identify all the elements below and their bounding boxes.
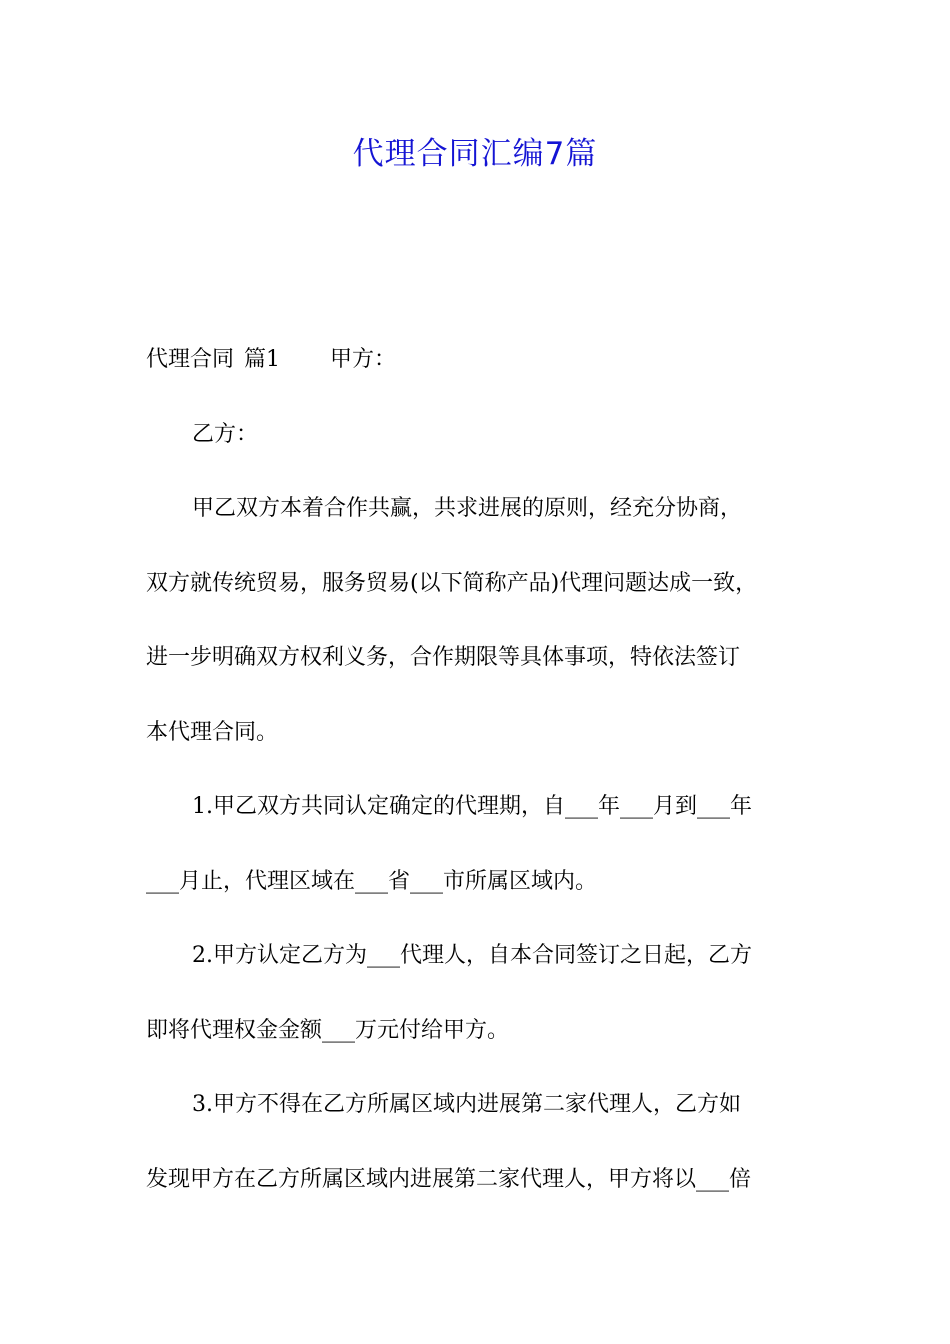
paragraph-line: 1.甲乙双方共同认定确定的代理期，自___年___月到___年 <box>192 794 752 819</box>
paragraph-line: 进一步明确双方权利义务，合作期限等具体事项，特依法签订 <box>146 645 741 670</box>
heading-party-a: 甲方： <box>330 347 397 372</box>
contract-heading-line <box>146 335 826 410</box>
paragraph-line: 乙方： <box>192 421 259 447</box>
heading-contract-name: 代理合同 <box>146 347 235 372</box>
paragraph-line: 发现甲方在乙方所属区域内进展第二家代理人，甲方将以___倍 <box>146 1166 752 1192</box>
paragraph-line: 3.甲方不得在乙方所属区域内进展第二家代理人，乙方如 <box>192 1092 741 1117</box>
document-title: 代理合同汇编7篇 <box>352 136 598 172</box>
paragraph-line: 甲乙双方本着合作共赢，共求进展的原则，经充分协商， <box>192 496 743 521</box>
heading-part-number: 篇1 <box>244 347 281 372</box>
document-body <box>146 335 826 1229</box>
paragraph-line: 即将代理权金金额___万元付给甲方。 <box>146 1017 510 1043</box>
paragraph-line: 双方就传统贸易，服务贸易(以下简称产品)代理问题达成一致， <box>146 570 758 596</box>
paragraph-line: ___月止，代理区域在___省___市所属区域内。 <box>146 868 598 894</box>
paragraph-line: 2.甲方认定乙方为___代理人，自本合同签订之日起，乙方 <box>192 943 752 968</box>
paragraph-line: 本代理合同。 <box>146 719 279 745</box>
